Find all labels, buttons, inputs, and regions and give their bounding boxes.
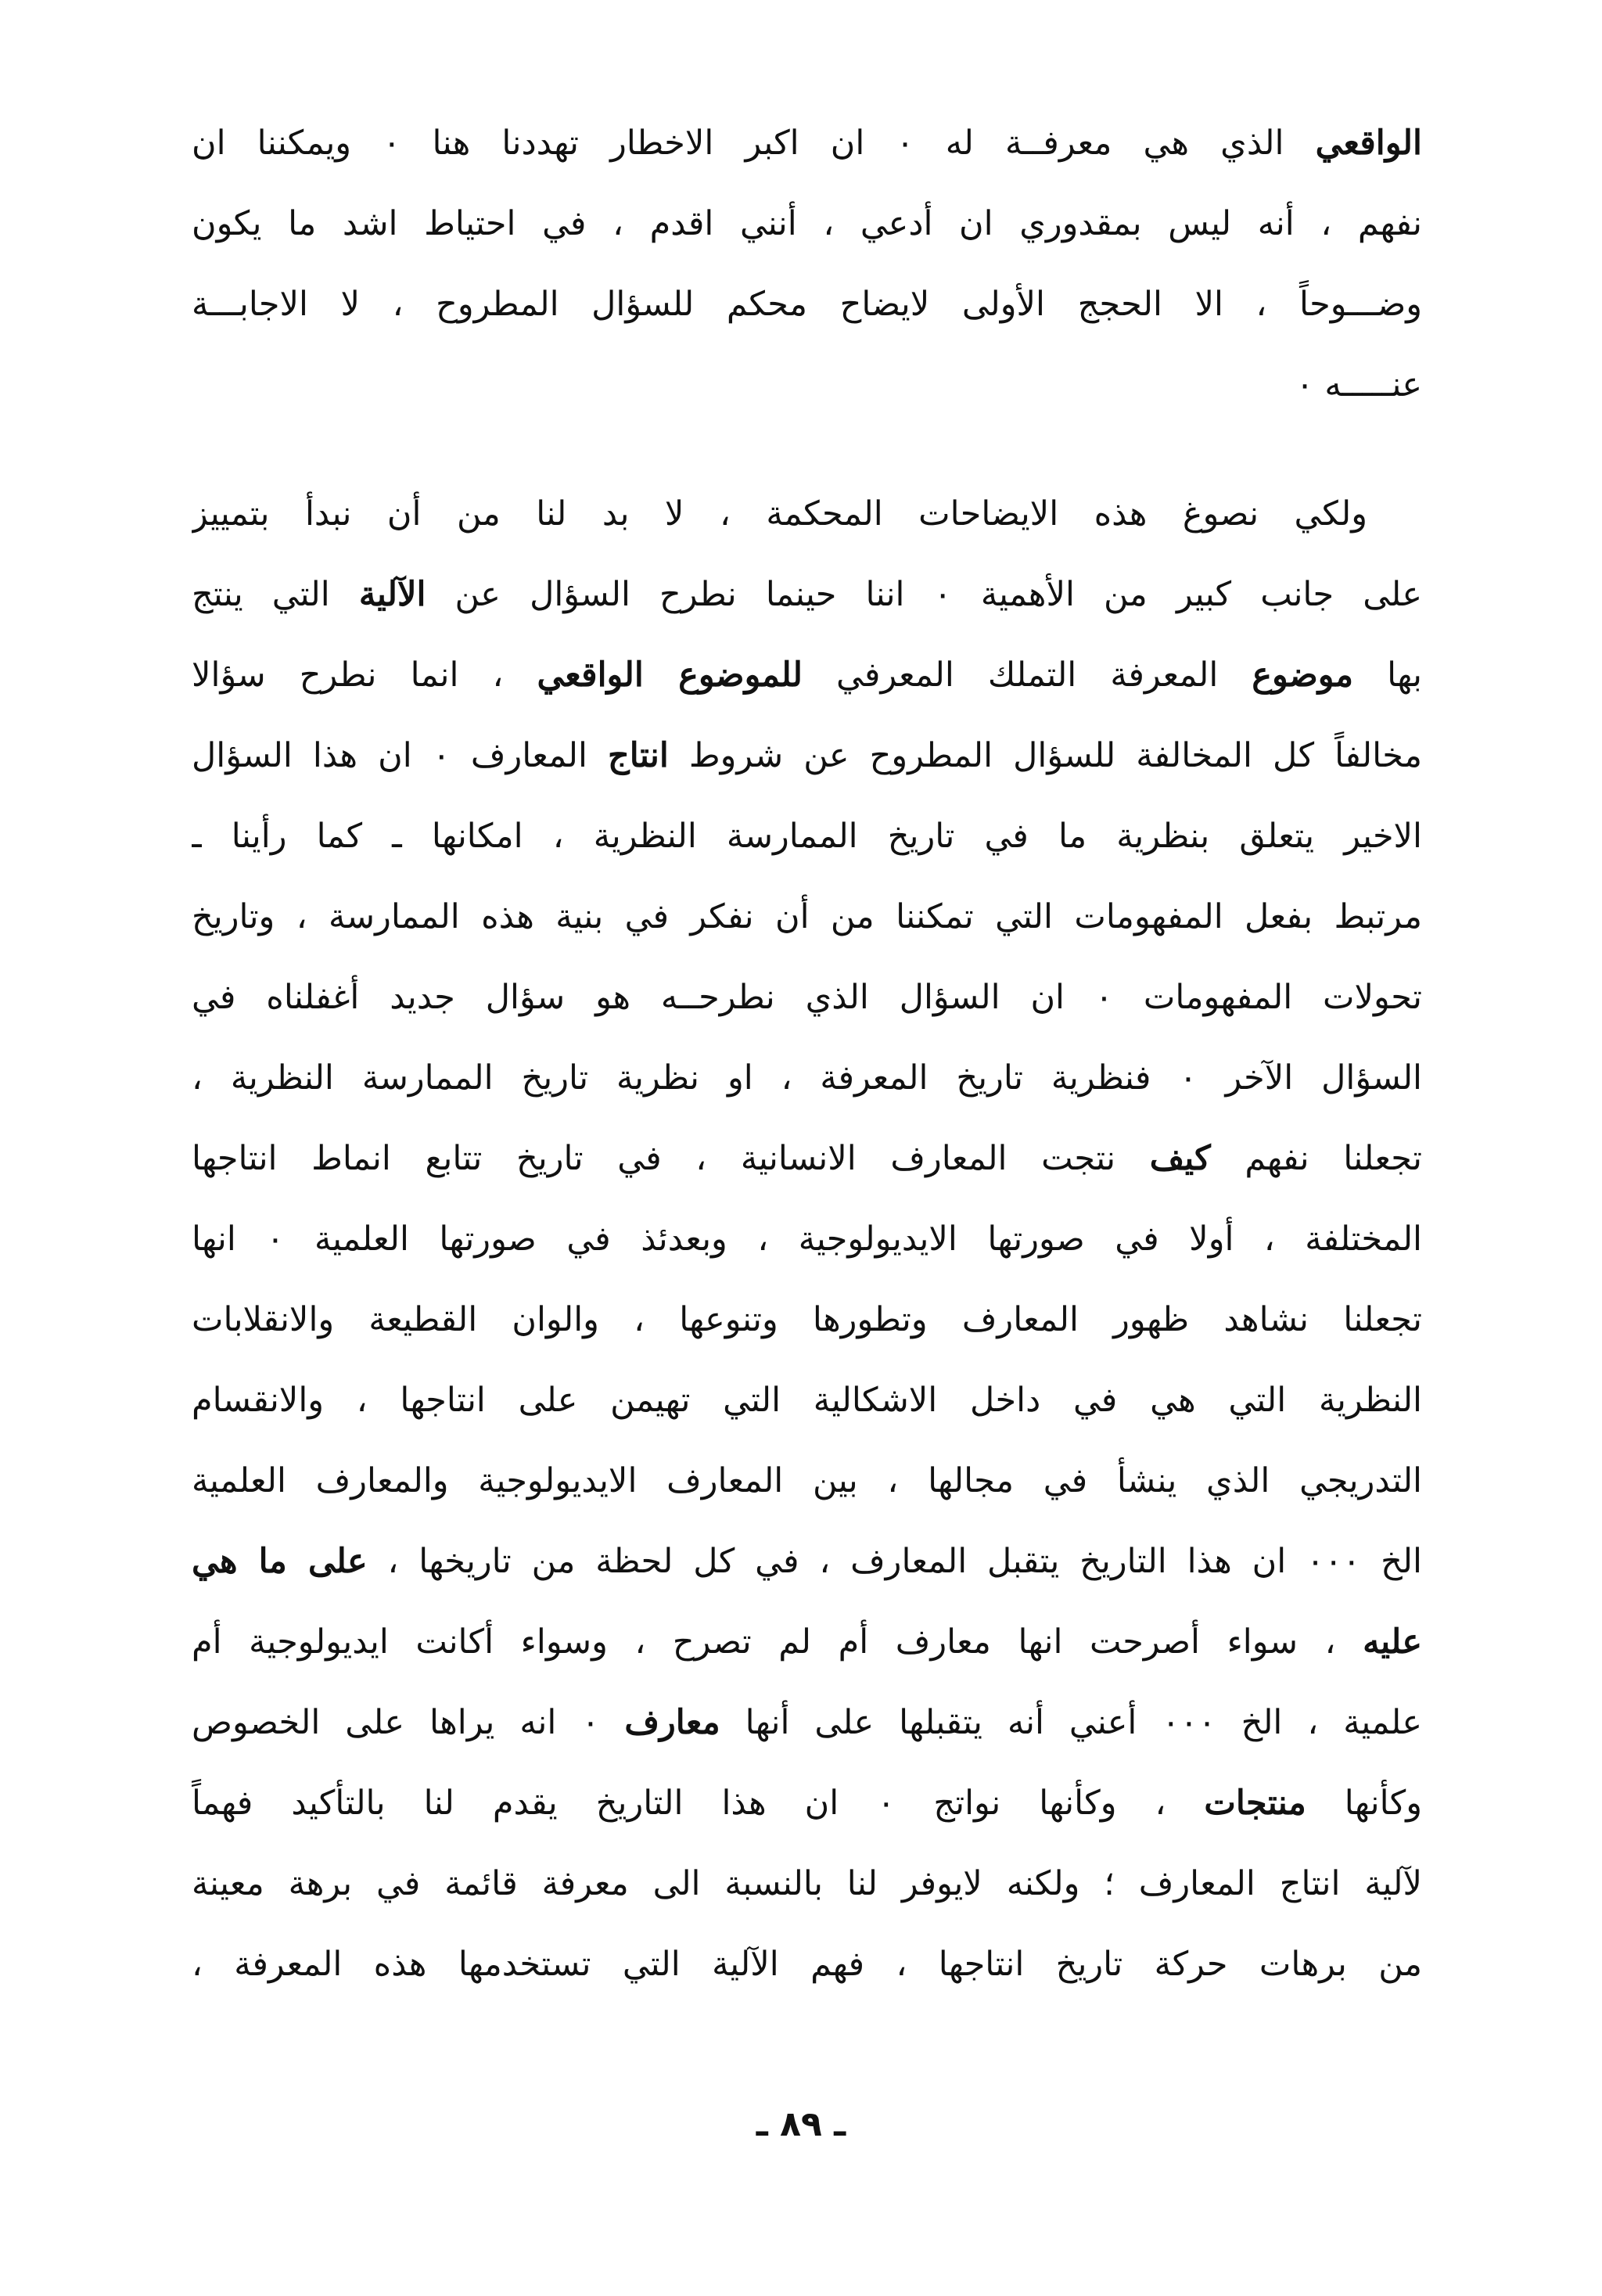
text-line xyxy=(192,474,1422,555)
text-line xyxy=(192,877,1422,958)
line-text: ، وكأنها نواتج ٠ ان هذا التاريخ يقدم لنا بالتأكيد فهماً xyxy=(192,1784,1205,1823)
text-line xyxy=(192,1280,1422,1360)
line-text: من برهات حركة تاريخ انتاجها ، فهم الآلية التي تستخدمها هذه المعرفة ، xyxy=(192,1945,1422,1984)
line-text: مخالفاً كل المخالفة للسؤال المطروح عن شروط xyxy=(668,736,1422,775)
line-text: لآلية انتاج المعارف ؛ ولكنه لايوفر لنا بالنسبة الى معرفة قائمة في برهة معينة xyxy=(192,1864,1422,1903)
text-line xyxy=(192,184,1422,264)
bold-term: كيف xyxy=(1149,1139,1211,1178)
line-text: الذي هي معرفــة له ٠ ان اكبر الاخطار تهددنا هنا ٠ ويمكننا ان xyxy=(192,124,1316,163)
text-line xyxy=(192,1199,1422,1280)
text-line xyxy=(192,103,1422,184)
text-line xyxy=(192,716,1422,796)
text-line xyxy=(192,264,1422,345)
line-text: المختلفة ، أولا في صورتها الايديولوجية ، وبعدئذ في صورتها العلمية ٠ انها xyxy=(192,1220,1422,1259)
line-text: ، سواء أصرحت انها معارف أم لم تصرح ، وسواء أكانت ايديولوجية أم xyxy=(192,1622,1363,1662)
line-text: التي ينتج xyxy=(192,575,359,614)
line-text: النظرية التي هي في داخل الاشكالية التي تهيمن على انتاجها ، والانقسام xyxy=(192,1381,1422,1420)
text-line xyxy=(192,1119,1422,1199)
text-line xyxy=(192,555,1422,635)
line-text: تحولات المفهومات ٠ ان السؤال الذي نطرحــه هو سؤال جديد أغفلناه في xyxy=(192,978,1422,1017)
text-line xyxy=(192,1441,1422,1522)
bold-term: عليه xyxy=(1363,1622,1422,1662)
line-text: تجعلنا نفهم xyxy=(1210,1139,1422,1178)
text-line xyxy=(192,1360,1422,1441)
text-line xyxy=(192,635,1422,716)
line-text: على جانب كبير من الأهمية ٠ اننا حينما نطرح السؤال عن xyxy=(426,575,1422,614)
paragraph-1 xyxy=(192,103,1422,426)
text-line xyxy=(192,796,1422,877)
bold-term: الآلية xyxy=(358,575,426,614)
bold-term: معارف xyxy=(624,1703,720,1742)
line-text: السؤال الآخر ٠ فنظرية تاريخ المعرفة ، او نظرية تاريخ الممارسة النظرية ، xyxy=(192,1058,1422,1098)
line-text: المعرفة التملك المعرفي xyxy=(802,656,1252,695)
line-text: نتجت المعارف الانسانية ، في تاريخ تتابع انماط انتاجها xyxy=(192,1139,1150,1178)
text-line xyxy=(192,1763,1422,1844)
line-text: الاخير يتعلق بنظرية ما في تاريخ الممارسة النظرية ، امكانها ـ كما رأينا ـ xyxy=(192,817,1422,856)
line-text: علمية ، الخ ٠٠٠ أعني أنه يتقبلها على أنها xyxy=(720,1703,1422,1742)
line-text: ، انما نطرح سؤالا xyxy=(192,656,537,695)
text-line xyxy=(192,1924,1422,2005)
bold-term: انتاج xyxy=(608,736,669,775)
text-line xyxy=(192,958,1422,1038)
text-line xyxy=(192,1844,1422,1924)
line-text: التدريجي الذي ينشأ في مجالها ، بين المعارف الايديولوجية والمعارف العلمية xyxy=(192,1461,1422,1500)
line-text: الخ ٠٠٠ ان هذا التاريخ يتقبل المعارف ، في كل لحظة من تاريخها ، xyxy=(367,1542,1422,1581)
text-line xyxy=(192,1522,1422,1602)
bold-term: موضوع xyxy=(1252,656,1354,695)
bold-term: على ما هي xyxy=(192,1542,368,1581)
line-text: المعارف ٠ ان هذا السؤال xyxy=(192,736,609,775)
line-text: عنـــــه ٠ xyxy=(1295,365,1422,404)
text-line xyxy=(192,1038,1422,1119)
bold-term: للموضوع الواقعي xyxy=(537,656,803,695)
page-number: ـ ٨٩ ـ xyxy=(756,2104,846,2144)
bold-term: الواقعي xyxy=(1315,124,1422,163)
line-text: ٠ انه يراها على الخصوص xyxy=(192,1703,625,1742)
line-text: وضـــوحاً ، الا الحجج الأولى لايضاح محكم للسؤال المطروح ، لا الاجابـــة xyxy=(192,285,1422,324)
line-text: بها xyxy=(1353,656,1422,695)
paragraph-2 xyxy=(192,474,1422,2005)
bold-term: منتجات xyxy=(1204,1784,1306,1823)
text-line xyxy=(192,1683,1422,1763)
line-text: مرتبط بفعل المفهومات التي تمكننا من أن نفكر في بنية هذه الممارسة ، وتاريخ xyxy=(192,897,1422,936)
line-text: ولكي نصوغ هذه الايضاحات المحكمة ، لا بد لنا من أن نبدأ بتمييز xyxy=(192,494,1367,534)
line-text: تجعلنا نشاهد ظهور المعارف وتطورها وتنوعها ، والوان القطيعة والانقلابات xyxy=(192,1300,1422,1339)
line-text: وكأنها xyxy=(1306,1784,1422,1823)
text-line xyxy=(192,1602,1422,1683)
line-text: نفهم ، أنه ليس بمقدوري ان أدعي ، أنني اقدم ، في احتياط اشد ما يكون xyxy=(192,204,1422,243)
text-line xyxy=(192,345,1422,426)
